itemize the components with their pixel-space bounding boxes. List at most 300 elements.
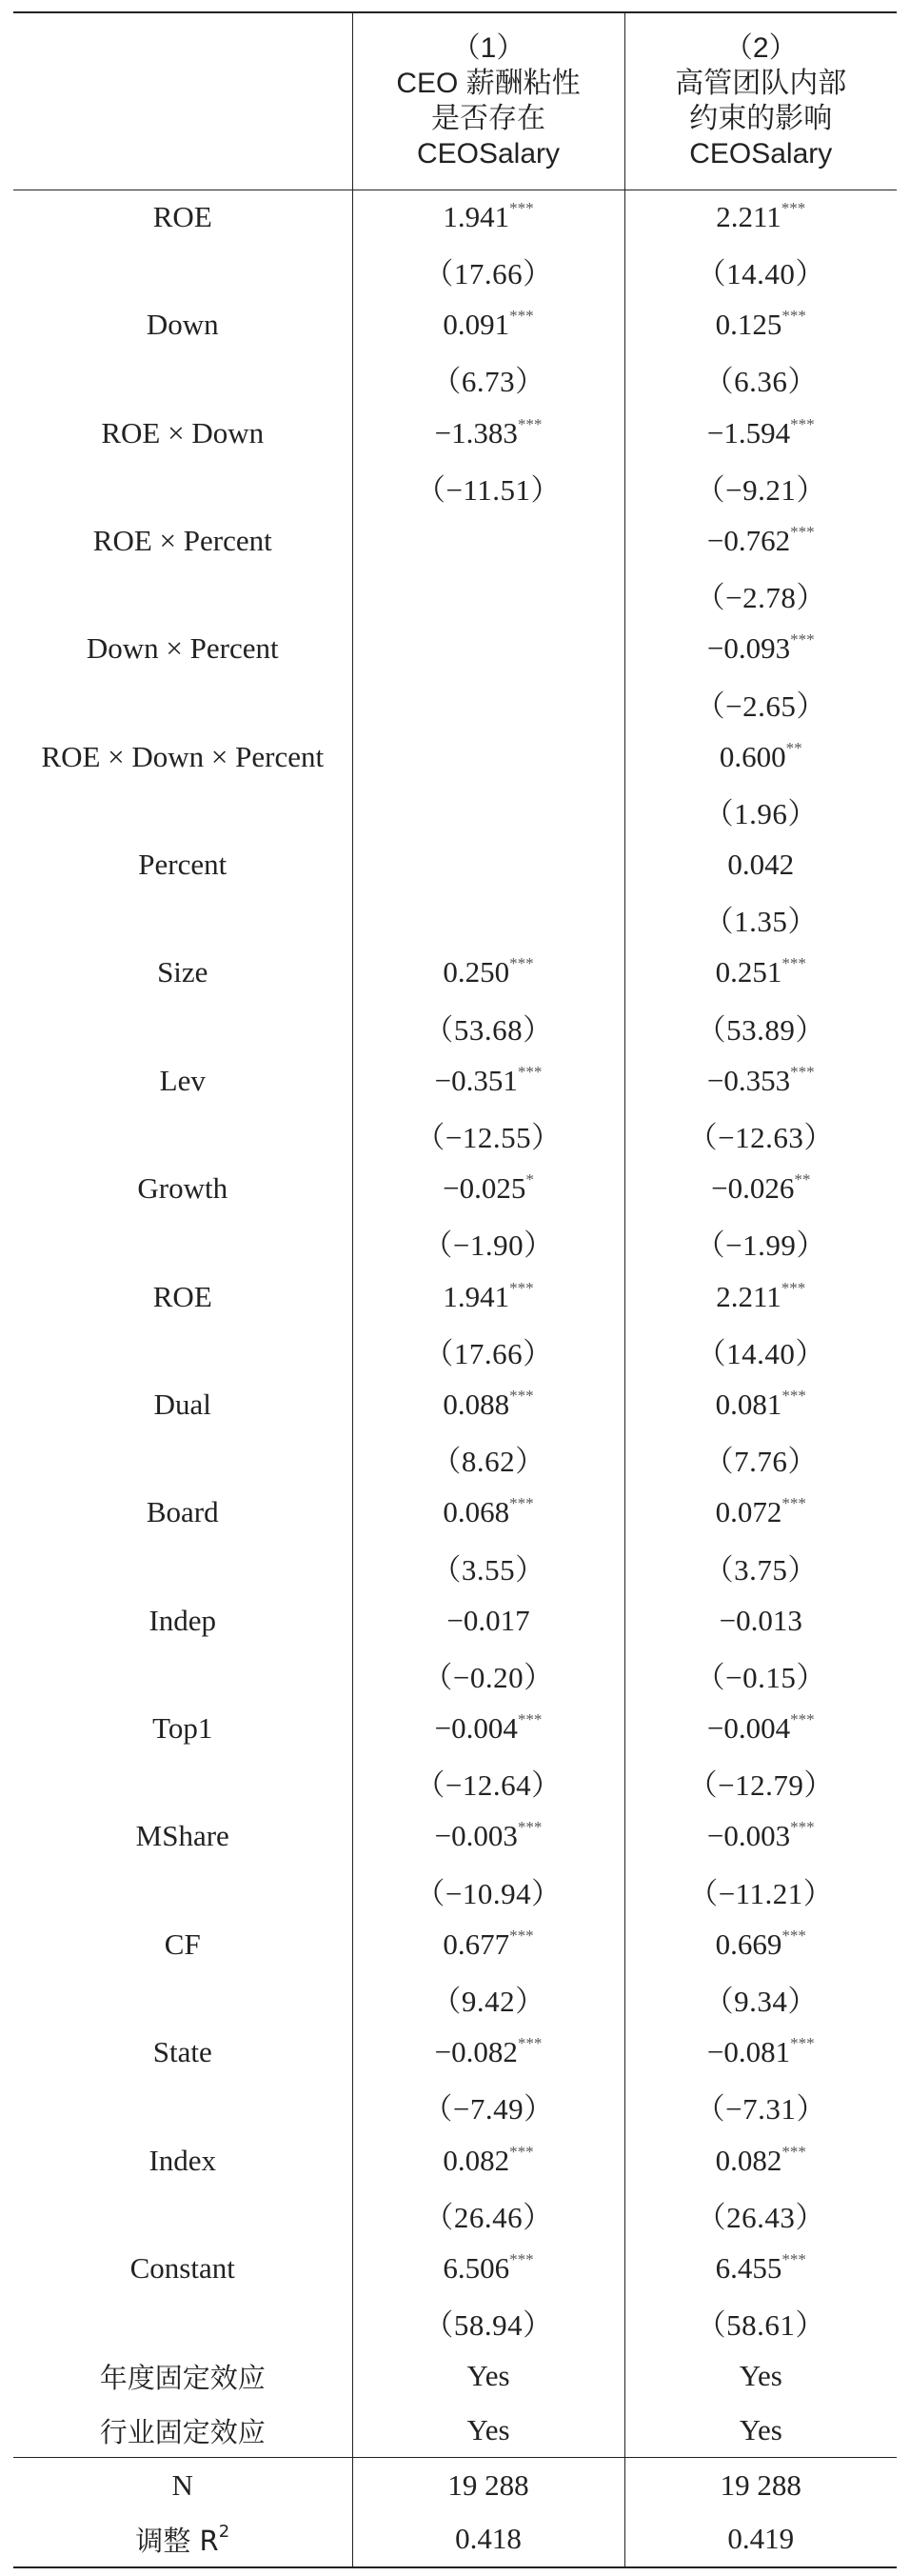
- coef-col1: [352, 838, 624, 892]
- significance-stars: **: [794, 1170, 811, 1189]
- significance-stars: ***: [790, 1062, 815, 1081]
- coef-col1: [352, 1216, 624, 1270]
- significance-stars: ***: [781, 1494, 806, 1513]
- coef-col2: [624, 298, 897, 352]
- coef-value: Yes: [739, 2359, 782, 2393]
- variable-label: Percent: [138, 848, 228, 882]
- variable-label: [13, 568, 352, 622]
- coef-value: （14.40）: [696, 257, 825, 291]
- coef-col1: [352, 460, 624, 514]
- table-row: [13, 1269, 897, 1324]
- table-body: [13, 190, 897, 2567]
- coef-value: −0.081: [706, 2035, 791, 2069]
- coef-value: −0.004: [434, 1711, 518, 1746]
- table-row-tstat: [13, 1971, 897, 2026]
- adj-r2-row: [13, 2512, 897, 2567]
- coef-col1: [352, 1864, 624, 1918]
- coef-col1: [352, 1540, 624, 1594]
- coef-value: 0.068: [443, 1495, 510, 1529]
- coef-value: 0.072: [715, 1495, 782, 1529]
- coef-value: −0.026: [711, 1171, 795, 1206]
- table-row: [13, 1702, 897, 1756]
- coef-value: （3.55）: [431, 1552, 545, 1587]
- coef-value: −0.013: [719, 1603, 802, 1637]
- coef-col2: [624, 514, 897, 569]
- coef-col1: [352, 1324, 624, 1378]
- coef-col1: [352, 891, 624, 946]
- coef-value: （−7.49）: [423, 2092, 554, 2127]
- coef-col1: [352, 244, 624, 298]
- header-col1: [352, 12, 624, 190]
- significance-stars: ***: [509, 2142, 534, 2161]
- coef-col1: [352, 1918, 624, 1972]
- table-row: [13, 514, 897, 569]
- coef-value: （3.75）: [703, 1552, 818, 1587]
- coef-col2: [624, 891, 897, 946]
- significance-stars: ***: [517, 1062, 543, 1081]
- variable-label: 行业固定效应: [99, 2415, 266, 2448]
- table-row: [13, 1054, 897, 1108]
- variable-label: [13, 1971, 352, 2026]
- variable-label: [13, 1540, 352, 1594]
- coef-col2: [624, 2295, 897, 2349]
- coef-value: 2.211: [716, 1279, 781, 1313]
- coef-col1: [352, 1486, 624, 1540]
- variable-label: Lev: [159, 1063, 206, 1097]
- table-row-tstat: [13, 1216, 897, 1270]
- coef-value: （1.96）: [703, 796, 818, 830]
- regression-table: [13, 11, 897, 2568]
- coef-col1: [352, 676, 624, 730]
- coef-col2: [624, 1918, 897, 1972]
- significance-stars: ***: [509, 307, 534, 326]
- coef-col2: [624, 1216, 897, 1270]
- coef-col2: [624, 190, 897, 244]
- variable-label: [13, 1755, 352, 1809]
- coef-col1: [352, 406, 624, 460]
- coef-value: 0.042: [727, 848, 795, 882]
- coef-col1: [352, 2133, 624, 2187]
- coef-col1: [352, 2349, 624, 2404]
- variable-label: Indep: [148, 1603, 217, 1637]
- variable-label: [13, 460, 352, 514]
- table-row: [13, 2349, 897, 2404]
- coef-value: （−11.51）: [415, 472, 562, 507]
- significance-stars: ***: [781, 307, 806, 326]
- significance-stars: ***: [781, 1386, 806, 1405]
- coef-value: （−12.55）: [415, 1121, 562, 1155]
- coef-value: 0.669: [715, 1927, 782, 1961]
- variable-label: [13, 244, 352, 298]
- table-row: [13, 1486, 897, 1540]
- table-row-tstat: [13, 2187, 897, 2242]
- table-row-tstat: [13, 352, 897, 407]
- coef-value: 6.506: [443, 2250, 510, 2285]
- table-row: [13, 190, 897, 244]
- coef-col1: [352, 352, 624, 407]
- coef-col1: [352, 1593, 624, 1647]
- coef-col1: [352, 1054, 624, 1108]
- variable-label: Top1: [152, 1711, 213, 1746]
- variable-label: State: [152, 2035, 212, 2069]
- variable-label: [13, 352, 352, 407]
- table-row: [13, 2404, 897, 2458]
- adj-r2-label-text: 调整 R: [135, 2524, 219, 2557]
- coef-value: （26.46）: [424, 2200, 553, 2234]
- coef-value: −0.017: [446, 1603, 530, 1637]
- observations-row: [13, 2458, 897, 2512]
- table-row: [13, 2242, 897, 2296]
- coef-col2: [624, 244, 897, 298]
- header-col2-dependent-var: CEOSalary: [689, 138, 833, 170]
- variable-label: CF: [164, 1927, 201, 1961]
- coef-col2: [624, 1108, 897, 1162]
- significance-stars: ***: [509, 1926, 534, 1945]
- table-row: [13, 946, 897, 1000]
- coef-value: （17.66）: [424, 1336, 553, 1370]
- significance-stars: ***: [517, 2034, 543, 2053]
- coef-col1: [352, 729, 624, 784]
- table-row: [13, 298, 897, 352]
- adj-r2-superscript: 2: [218, 2521, 230, 2542]
- observations-label: N: [13, 2458, 352, 2512]
- coef-col1: [352, 1647, 624, 1702]
- coef-value: −0.025: [443, 1171, 526, 1206]
- coef-value: −1.594: [706, 415, 791, 449]
- coef-col1: [352, 190, 624, 244]
- coef-col2: [624, 2026, 897, 2080]
- variable-label: Constant: [129, 2250, 235, 2285]
- variable-label: ROE × Down × Percent: [41, 739, 325, 773]
- table-row-tstat: [13, 2080, 897, 2134]
- coef-value: 0.088: [443, 1387, 510, 1421]
- coef-value: （14.40）: [696, 1336, 825, 1370]
- variable-label: [13, 1108, 352, 1162]
- coef-col1: [352, 622, 624, 676]
- coef-col1: [352, 1378, 624, 1432]
- coef-col2: [624, 1378, 897, 1432]
- coef-col2: [624, 406, 897, 460]
- table-row: [13, 1809, 897, 1864]
- coef-value: −0.093: [706, 631, 791, 666]
- coef-value: −1.383: [434, 415, 518, 449]
- coef-col2: [624, 1971, 897, 2026]
- table-row: [13, 2133, 897, 2187]
- coef-col1: [352, 2026, 624, 2080]
- adj-r2-col2: 0.419: [624, 2512, 897, 2567]
- coef-col1: [352, 568, 624, 622]
- table-row-tstat: [13, 1540, 897, 1594]
- coef-col2: [624, 1755, 897, 1809]
- variable-label: ROE × Down: [101, 415, 265, 449]
- significance-stars: ***: [790, 630, 815, 649]
- header-col1-dependent-var: CEOSalary: [416, 138, 561, 170]
- coef-col1: [352, 1108, 624, 1162]
- coef-value: （−12.79）: [687, 1768, 834, 1803]
- significance-stars: ***: [509, 1494, 534, 1513]
- table-row-tstat: [13, 1647, 897, 1702]
- coef-value: 0.091: [443, 308, 510, 342]
- coef-value: 0.125: [715, 308, 782, 342]
- significance-stars: ***: [517, 1710, 543, 1729]
- table-row-tstat: [13, 784, 897, 838]
- variable-label: Down × Percent: [86, 631, 279, 666]
- coef-value: Yes: [466, 2359, 510, 2393]
- significance-stars: *: [525, 1170, 534, 1189]
- coef-value: −0.082: [434, 2035, 518, 2069]
- coef-value: −0.353: [706, 1063, 791, 1097]
- coef-value: 0.600: [719, 739, 786, 773]
- table-row-tstat: [13, 1431, 897, 1486]
- coef-col1: [352, 1809, 624, 1864]
- coef-col1: [352, 1431, 624, 1486]
- variable-label: [13, 1000, 352, 1054]
- variable-label: [13, 891, 352, 946]
- coef-col2: [624, 1000, 897, 1054]
- coef-value: （26.43）: [696, 2200, 825, 2234]
- significance-stars: ***: [509, 1278, 534, 1297]
- variable-label: [13, 676, 352, 730]
- table-row-tstat: [13, 1864, 897, 1918]
- coef-col2: [624, 622, 897, 676]
- significance-stars: ***: [790, 1818, 815, 1837]
- variable-label: MShare: [135, 1819, 229, 1853]
- significance-stars: ***: [509, 2249, 534, 2268]
- observations-col2: 19 288: [624, 2458, 897, 2512]
- table-row: [13, 1162, 897, 1216]
- coef-value: （6.36）: [703, 365, 818, 399]
- coef-col2: [624, 1809, 897, 1864]
- coef-value: （−1.90）: [423, 1228, 554, 1263]
- coef-col1: [352, 1269, 624, 1324]
- coef-col1: [352, 2080, 624, 2134]
- table-row: [13, 406, 897, 460]
- significance-stars: ***: [509, 1386, 534, 1405]
- coef-value: 0.082: [443, 2143, 510, 2177]
- significance-stars: ***: [517, 1818, 543, 1837]
- variable-label: 年度固定效应: [99, 2361, 266, 2394]
- coef-col1: [352, 298, 624, 352]
- coef-col2: [624, 729, 897, 784]
- coef-value: （1.35）: [703, 905, 818, 939]
- variable-label: [13, 1324, 352, 1378]
- header-col1-number: （1）: [451, 32, 525, 65]
- header-row: [13, 12, 897, 190]
- significance-stars: ***: [781, 2249, 806, 2268]
- table-row: [13, 729, 897, 784]
- coef-col2: [624, 1702, 897, 1756]
- coef-col2: [624, 2349, 897, 2404]
- coef-col2: [624, 1269, 897, 1324]
- table-row-tstat: [13, 244, 897, 298]
- coef-col1: [352, 946, 624, 1000]
- coef-value: 1.941: [443, 199, 510, 233]
- table-row-tstat: [13, 1000, 897, 1054]
- coef-value: 6.455: [715, 2250, 782, 2285]
- coef-value: （−12.64）: [415, 1768, 562, 1803]
- coef-value: −0.003: [434, 1819, 518, 1853]
- table-row-tstat: [13, 891, 897, 946]
- table-row-tstat: [13, 676, 897, 730]
- header-col2-number: （2）: [723, 32, 798, 65]
- significance-stars: ***: [781, 954, 806, 973]
- significance-stars: ***: [781, 198, 806, 217]
- coef-value: （−12.63）: [687, 1121, 834, 1155]
- coef-col2: [624, 784, 897, 838]
- coef-col2: [624, 1324, 897, 1378]
- table-row-tstat: [13, 460, 897, 514]
- table-row: [13, 2026, 897, 2080]
- coef-col2: [624, 676, 897, 730]
- coef-col1: [352, 514, 624, 569]
- coef-col1: [352, 2404, 624, 2458]
- coef-col1: [352, 1755, 624, 1809]
- table-row: [13, 622, 897, 676]
- significance-stars: **: [785, 738, 802, 757]
- coef-value: （−11.21）: [688, 1876, 834, 1910]
- coef-value: 1.941: [443, 1279, 510, 1313]
- significance-stars: ***: [790, 2034, 815, 2053]
- coef-col1: [352, 2187, 624, 2242]
- coef-col1: [352, 1702, 624, 1756]
- table-row-tstat: [13, 1324, 897, 1378]
- variable-label: [13, 1216, 352, 1270]
- table-row: [13, 1593, 897, 1647]
- coef-value: （53.68）: [424, 1012, 553, 1047]
- coef-col2: [624, 2187, 897, 2242]
- coef-value: （−9.21）: [695, 472, 826, 507]
- header-col1-title-line2: 是否存在: [431, 103, 545, 135]
- coef-col2: [624, 946, 897, 1000]
- variable-label: ROE × Percent: [92, 523, 272, 557]
- coef-col2: [624, 1540, 897, 1594]
- coef-value: −0.003: [706, 1819, 791, 1853]
- variable-label: [13, 1647, 352, 1702]
- header-col2-title-line1: 高管团队内部: [675, 68, 847, 100]
- variable-label: [13, 2295, 352, 2349]
- coef-value: （−10.94）: [415, 1876, 562, 1910]
- variable-label: [13, 784, 352, 838]
- coef-col1: [352, 1000, 624, 1054]
- coef-col2: [624, 1593, 897, 1647]
- coef-value: （−2.78）: [695, 581, 826, 615]
- coef-value: （9.42）: [431, 1985, 545, 2019]
- coef-col2: [624, 1647, 897, 1702]
- variable-label: Board: [146, 1495, 219, 1529]
- coef-value: （6.73）: [431, 365, 545, 399]
- coef-value: （8.62）: [431, 1445, 545, 1479]
- adj-r2-col1: 0.418: [352, 2512, 624, 2567]
- coef-col1: [352, 784, 624, 838]
- table-row: [13, 838, 897, 892]
- coef-value: 0.082: [715, 2143, 782, 2177]
- coef-col2: [624, 460, 897, 514]
- adj-r2-label: [13, 2512, 352, 2567]
- coef-col2: [624, 2404, 897, 2458]
- coef-col2: [624, 1486, 897, 1540]
- significance-stars: ***: [517, 414, 543, 433]
- coef-value: 0.677: [443, 1927, 510, 1961]
- table-row-tstat: [13, 1108, 897, 1162]
- coef-value: 0.250: [443, 955, 510, 989]
- table-row-tstat: [13, 568, 897, 622]
- significance-stars: ***: [781, 2142, 806, 2161]
- coef-value: 0.081: [715, 1387, 782, 1421]
- coef-value: （58.94）: [424, 2308, 553, 2343]
- variable-label: [13, 2080, 352, 2134]
- variable-label: [13, 1431, 352, 1486]
- coef-col2: [624, 1162, 897, 1216]
- table-row: [13, 1378, 897, 1432]
- significance-stars: ***: [509, 198, 534, 217]
- coef-value: （−2.65）: [695, 689, 826, 723]
- coef-col1: [352, 1971, 624, 2026]
- variable-label: ROE: [152, 1279, 212, 1313]
- coef-col1: [352, 1162, 624, 1216]
- header-col2: [624, 12, 897, 190]
- coef-col2: [624, 2080, 897, 2134]
- coef-col2: [624, 568, 897, 622]
- variable-label: [13, 2187, 352, 2242]
- variable-label: Down: [146, 308, 219, 342]
- significance-stars: ***: [790, 414, 815, 433]
- variable-label: Dual: [153, 1387, 211, 1421]
- header-variable-cell: [13, 12, 352, 190]
- observations-col1: 19 288: [352, 2458, 624, 2512]
- variable-label: Index: [148, 2143, 217, 2177]
- header-col1-title-line1: CEO 薪酬粘性: [396, 68, 581, 100]
- coef-value: （53.89）: [696, 1012, 825, 1047]
- header-col2-title-line2: 约束的影响: [689, 103, 833, 135]
- variable-label: Size: [157, 955, 208, 989]
- coef-value: Yes: [466, 2413, 510, 2447]
- coef-value: Yes: [739, 2413, 782, 2447]
- coef-col2: [624, 2242, 897, 2296]
- variable-label: ROE: [152, 199, 212, 233]
- coef-value: （−7.31）: [695, 2092, 826, 2127]
- coef-col2: [624, 352, 897, 407]
- coef-value: −0.351: [434, 1063, 518, 1097]
- significance-stars: ***: [781, 1926, 806, 1945]
- significance-stars: ***: [790, 522, 815, 541]
- coef-value: （17.66）: [424, 257, 553, 291]
- table-row: [13, 1918, 897, 1972]
- coef-value: （9.34）: [703, 1985, 818, 2019]
- variable-label: Growth: [137, 1171, 228, 1206]
- coef-col2: [624, 1864, 897, 1918]
- table-row-tstat: [13, 1755, 897, 1809]
- coef-value: 0.251: [715, 955, 782, 989]
- coef-col1: [352, 2242, 624, 2296]
- significance-stars: ***: [781, 1278, 806, 1297]
- coef-value: （7.76）: [703, 1445, 818, 1479]
- coef-col1: [352, 2295, 624, 2349]
- coef-col2: [624, 1431, 897, 1486]
- coef-value: −0.004: [706, 1711, 791, 1746]
- significance-stars: ***: [509, 954, 534, 973]
- coef-value: （−0.20）: [423, 1660, 554, 1694]
- significance-stars: ***: [790, 1710, 815, 1729]
- coef-col2: [624, 1054, 897, 1108]
- coef-col2: [624, 2133, 897, 2187]
- coef-value: −0.762: [706, 523, 791, 557]
- coef-value: （−1.99）: [695, 1228, 826, 1263]
- coef-value: 2.211: [716, 199, 781, 233]
- coef-value: （58.61）: [696, 2308, 825, 2343]
- coef-value: （−0.15）: [695, 1660, 826, 1694]
- table-row-tstat: [13, 2295, 897, 2349]
- variable-label: [13, 1864, 352, 1918]
